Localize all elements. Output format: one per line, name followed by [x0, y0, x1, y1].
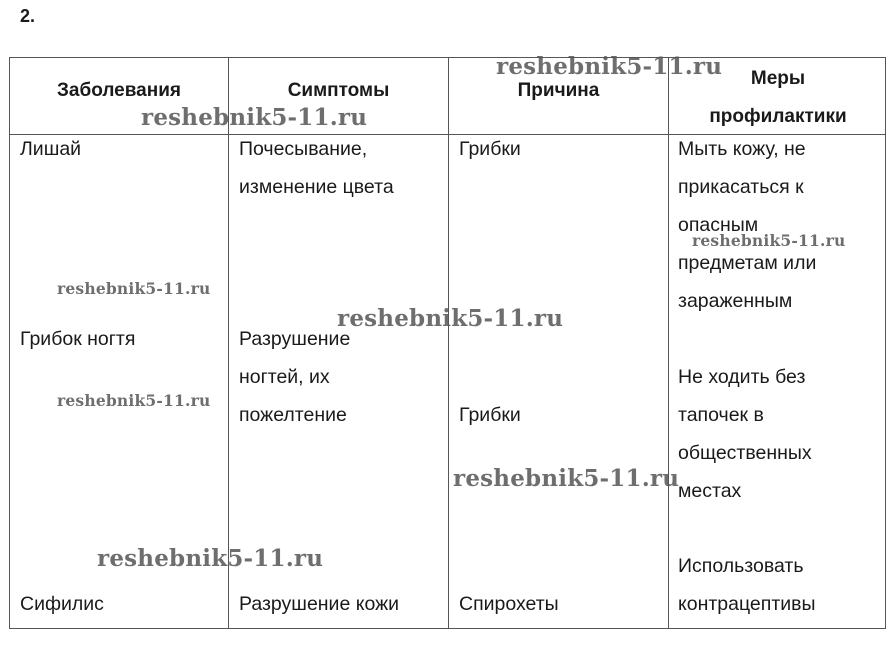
- watermark: reshebnik5-11.ru: [496, 53, 723, 80]
- cell-symptoms-1: Почесывание, изменение цвета: [239, 138, 394, 198]
- task-number: 2.: [20, 6, 36, 26]
- cell-prevention-2: Не ходить без тапочек в общественных местах: [678, 366, 812, 502]
- watermark: reshebnik5-11.ru: [337, 305, 564, 332]
- watermark: reshebnik5-11.ru: [692, 231, 846, 250]
- header-symptoms: Симптомы: [287, 80, 390, 101]
- column-divider: [448, 58, 449, 628]
- cell-cause-3: Спирохеты: [459, 593, 559, 615]
- disease-table: [9, 57, 886, 629]
- cell-symptoms-3: Разрушение кожи: [239, 593, 400, 615]
- watermark: reshebnik5-11.ru: [141, 104, 368, 131]
- column-divider: [668, 58, 669, 628]
- watermark: reshebnik5-11.ru: [57, 391, 211, 410]
- cell-disease-1: Лишай: [20, 138, 82, 160]
- cell-prevention-3: Использовать контрацептивы: [678, 555, 816, 615]
- cell-disease-3: Сифилис: [20, 593, 104, 615]
- header-prevention: Меры профилактики: [709, 68, 847, 127]
- header-cause: Причина: [517, 80, 600, 101]
- watermark: reshebnik5-11.ru: [97, 545, 324, 572]
- cell-disease-2: Грибок ногтя: [20, 328, 136, 350]
- cell-prevention-1: Мыть кожу, не прикасаться к опасным предметам или зараженным: [678, 138, 817, 312]
- header-diseases: Заболевания: [57, 80, 181, 101]
- column-divider: [228, 58, 229, 628]
- cell-symptoms-2: Разрушение ногтей, их пожелтение: [239, 328, 351, 426]
- watermark: reshebnik5-11.ru: [453, 465, 680, 492]
- cell-cause-2: Грибки: [459, 404, 521, 426]
- cell-cause-1: Грибки: [459, 138, 521, 160]
- watermark: reshebnik5-11.ru: [57, 279, 211, 298]
